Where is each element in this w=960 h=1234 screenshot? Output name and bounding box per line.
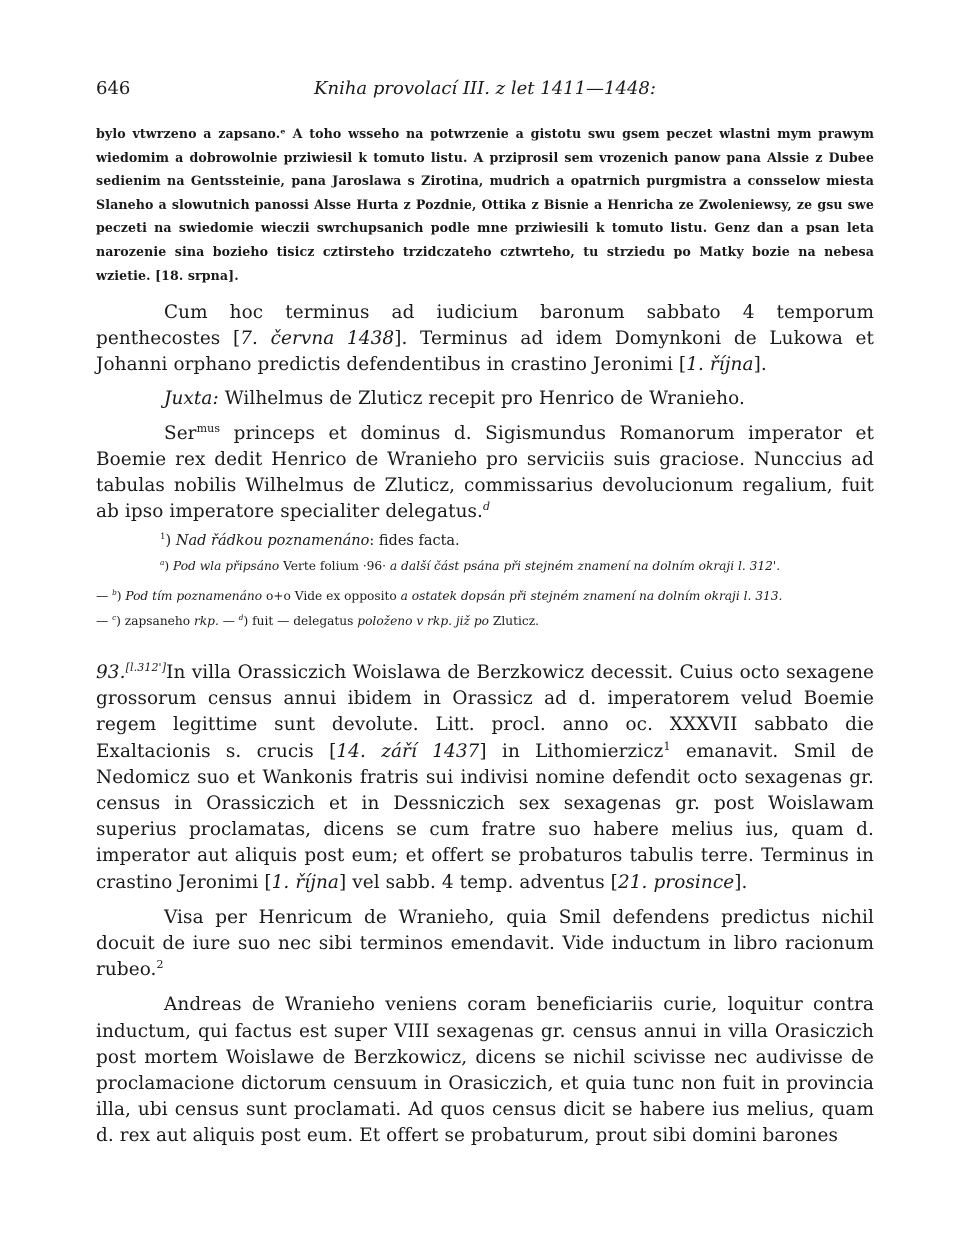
footnotes bbox=[96, 529, 874, 633]
charter-text: bylo vtwrzeno a zapsano.ᵉ A toho wsseho na potwrzenie a gistotu swu gsem peczet wlastni mym prawym wiedomim a dobrowolnie prziwiesil k tomuto listu. A prziprosil sem vrozenich panow pana Alssie z Dubee sedienim na Gentssteinie, pana Jaroslawa s Zirotina, mudrich a opatrnich purgmistra a consselow miesta Slaneho a slowutnich panossi Alsse Hurta z Pozdnie, Ottika z Bisnie a Henricha ze Zwoleniewsy, ze gsu swe peczeti na swiedomie wieczii swrchupsanich podle mne prziwiesili k tomuto listu. Genz dan a psan leta narozenie sina bozieho tisicz cztirsteho trzidczateho cztwrteho, tu strziedu po Matky bozie na nebesa wzietie. [18. srpna]. bbox=[96, 126, 874, 283]
footnote-a: $^a$) Pod wla připsáno Verte folium ·96· a další část psána při stejném znamení na dolním okraji l. 312'. bbox=[160, 557, 781, 573]
record-block bbox=[96, 300, 874, 524]
entry-paragraph-3: Andreas de Wranieho veniens coram beneficiariis curie, loquitur contra inductum, qui factus est super VIII sexagenas gr. census annui in villa Orasiczich post mortem Woislawe de Berzkowicz, dicens se nichil scivisse nec audivisse de proclamacione dictorum censuum in Orasiczich, et quia tunc non fuit in provincia illa, ubi census sunt proclamati. Ad quos census dicit se habere ius melius, quam d. rex aut aliquis post eum. Et offert se probaturum, prout sibi domini barones bbox=[96, 994, 874, 1147]
juxta-paragraph: Juxta: Wilhelmus de Zluticz recepit pro Henrico de Wranieho. bbox=[164, 388, 745, 410]
entry-paragraph-1: 93.[l.312']In villa Orassiczich Woislawa de Berzkowicz decessit. Cuius octo sexagene grossorum census annui ibidem in Orassicz ad d. imperatorem velud Boemie regem legittime sunt devolute. Litt. procl. anno oc. XXXVII sabbato die Exaltacionis s. crucis [14. září 1437] in Lithomierzicz$^1$ emanavit. Smil de Nedomicz suo et Wankonis fratris sui indivisi nomine defendit octo sexagenas gr. census in Orassiczich et in Dessniczich sex sexagenas gr. post Woislawam superius proclamatas, dicens se cum fratre suo habere melius ius, quam d. imperator aut aliquis post eum; et offert se probaturos tabulis terre. Terminus in crastino Jeronimi [1. října] vel sabb. 4 temp. adventus [21. prosince]. bbox=[96, 660, 874, 893]
juxta-label: Juxta: bbox=[164, 388, 219, 410]
footnote-marker: d bbox=[483, 499, 491, 513]
page-number: 646 bbox=[96, 78, 131, 99]
folio-ref: [l.312'] bbox=[125, 660, 167, 674]
term-paragraph: Cum hoc terminus ad iudicium baronum sabbato 4 temporum penthecostes [7. června 1438]. Terminus ad idem Domynkoni de Lukowa et Johanni orphano predictis defendentibus in crastino Jeronimi [1. října]. bbox=[96, 302, 875, 375]
entry-93 bbox=[96, 660, 874, 1150]
grant-paragraph: Ser$^{mus}$ princeps et dominus d. Sigismundus Romanorum imperator et Boemie rex dedit Henrico de Wranieho pro serviciis suis graciose. Nunccius ad tabulas nobilis Wilhelmus de Zluticz, commissarius devolucionum regalium, fuit ab ipso imperatore specialiter delegatus.$^d$ bbox=[96, 422, 874, 522]
footnote-1: $^1$) Nad řádkou poznamenáno: fides facta. bbox=[160, 532, 460, 549]
charter-continuation bbox=[96, 122, 874, 287]
page-header bbox=[96, 78, 874, 104]
footnote-c-d: — $^c$) zapsaneho rkp. — $^d$) fuit — delegatus položeno v rkp. již po Zluticz. bbox=[96, 612, 539, 628]
cross-symbol: o+o bbox=[262, 589, 295, 603]
entry-number: 93. bbox=[96, 662, 126, 683]
date-annotation: 7. června 1438 bbox=[240, 327, 395, 349]
entry-paragraph-2: Visa per Henricum de Wranieho, quia Smil defendens predictus nichil docuit de iure suo nec sibi terminos emendavit. Vide inductum in libro racionum rubeo.$^2$ bbox=[96, 906, 874, 981]
running-title: Kniha provolací III. z let 1411—1448: bbox=[314, 78, 656, 99]
date-annotation: 1. října bbox=[686, 353, 754, 375]
footnote-b: — $^b$) Pod tím poznamenáno o+o Vide ex opposito a ostatek dopsán při stejném znamení na dolním okraji l. 313. bbox=[96, 587, 783, 603]
